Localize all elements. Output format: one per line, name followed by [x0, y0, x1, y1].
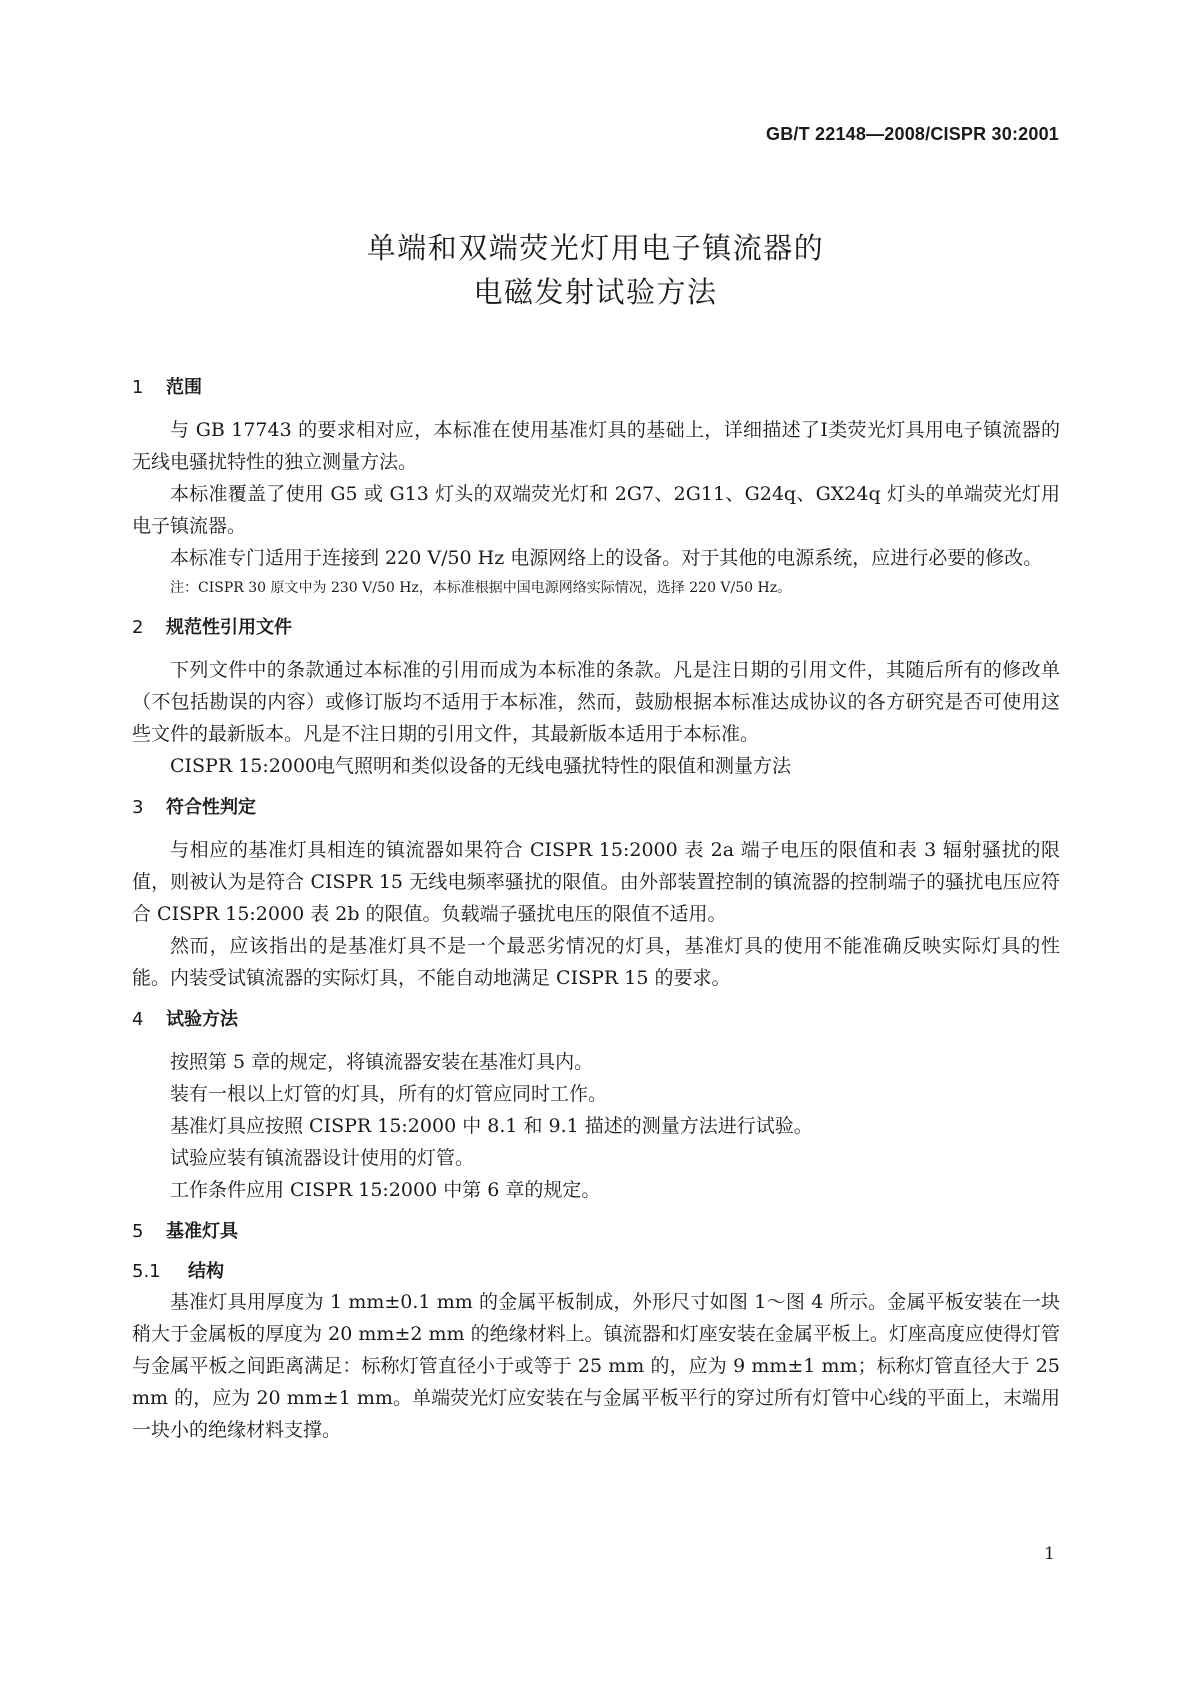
paragraph: 下列文件中的条款通过本标准的引用而成为本标准的条款。凡是注日期的引用文件，其随后所有的修改单（不包括勘误的内容）或修订版均不适用于本标准，然而，鼓励根据本标准达成协议的各方研究是否可使用这些文件的最新版本。凡是不注日期的引用文件，其最新版本适用于本标准。 — [132, 659, 1060, 745]
standard-code: GB/T 22148—2008/CISPR 30:2001 — [766, 124, 1059, 144]
section-number: 2 — [132, 617, 144, 638]
paragraph: 试验应装有镇流器设计使用的灯管。 — [170, 1147, 475, 1169]
section-2-heading — [132, 614, 1060, 642]
section-number: 5 — [132, 1221, 144, 1242]
paragraph: 基准灯具用厚度为 1 mm±0.1 mm 的金属平板制成，外形尺寸如图 1～图 4 所示。金属平板安装在一块稍大于金属板的厚度为 20 mm±2 mm 的绝缘材料上。镇流器和灯座安装在金属平板上。灯座高度应使得灯管与金属平板之间距离满足：标称灯管直径小于或等于 25 mm 的，应为 9 mm±1 mm；标称灯管直径大于 25 mm 的，应为 20 mm±1 mm。单端荧光灯应安装在与金属平板平行的穿过所有灯管中心线的平面上，末端用一块小的绝缘材料支撑。 — [132, 1291, 1060, 1441]
paragraph: 与 GB 17743 的要求相对应，本标准在使用基准灯具的基础上，详细描述了Ⅰ类荧光灯具用电子镇流器的无线电骚扰特性的独立测量方法。 — [132, 419, 1060, 473]
section-number: 3 — [132, 797, 144, 818]
paragraph: 然而，应该指出的是基准灯具不是一个最恶劣情况的灯具，基准灯具的使用不能准确反映实际灯具的性能。内装受试镇流器的实际灯具，不能自动地满足 CISPR 15 的要求。 — [132, 935, 1060, 989]
section-title: 试验方法 — [166, 1009, 238, 1030]
paragraph: 按照第 5 章的规定，将镇流器安装在基准灯具内。 — [170, 1051, 594, 1073]
section-5-heading — [132, 1218, 1060, 1246]
page-number: 1 — [1044, 1544, 1055, 1564]
section-title: 基准灯具 — [166, 1221, 238, 1242]
paragraph: 本标准专门适用于连接到 220 V/50 Hz 电源网络上的设备。对于其他的电源系统，应进行必要的修改。 — [170, 547, 1043, 569]
section-4-heading — [132, 1006, 1060, 1034]
document-body — [132, 374, 1060, 1446]
section-title: 符合性判定 — [166, 797, 256, 818]
document-title — [0, 226, 1191, 314]
subsection-5-1-heading — [132, 1258, 1060, 1286]
subsection-number: 5.1 — [132, 1261, 161, 1282]
paragraph: 装有一根以上灯管的灯具，所有的灯管应同时工作。 — [170, 1083, 608, 1105]
paragraph: 本标准覆盖了使用 G5 或 G13 灯头的双端荧光灯和 2G7、2G11、G24q、GX24q 灯头的单端荧光灯用电子镇流器。 — [132, 483, 1060, 537]
section-number: 4 — [132, 1009, 144, 1030]
normative-reference — [132, 750, 1060, 782]
note: 注：CISPR 30 原文中为 230 V/50 Hz，本标准根据中国电源网络实际情况，选择 220 V/50 Hz。 — [170, 580, 792, 596]
title-line-1: 单端和双端荧光灯用电子镇流器的 — [366, 231, 825, 265]
title-line-2: 电磁发射试验方法 — [473, 275, 718, 309]
section-title: 范围 — [166, 377, 202, 398]
paragraph: 基准灯具应按照 CISPR 15:2000 中 8.1 和 9.1 描述的测量方法进行试验。 — [170, 1115, 813, 1137]
reference-code: CISPR 15:2000 — [170, 755, 318, 777]
section-1-heading — [132, 374, 1060, 402]
section-title: 规范性引用文件 — [166, 617, 292, 638]
section-3-heading — [132, 794, 1060, 822]
reference-title: 电气照明和类似设备的无线电骚扰特性的限值和测量方法 — [316, 755, 792, 777]
paragraph: 与相应的基准灯具相连的镇流器如果符合 CISPR 15:2000 表 2a 端子电压的限值和表 3 辐射骚扰的限值，则被认为是符合 CISPR 15 无线电频率骚扰的限值。由外部装置控制的镇流器的控制端子的骚扰电压应符合 CISPR 15:2000 表 2b 的限值。负载端子骚扰电压的限值不适用。 — [132, 839, 1060, 925]
subsection-title: 结构 — [188, 1261, 224, 1282]
section-number: 1 — [132, 377, 144, 398]
paragraph: 工作条件应用 CISPR 15:2000 中第 6 章的规定。 — [170, 1179, 601, 1201]
